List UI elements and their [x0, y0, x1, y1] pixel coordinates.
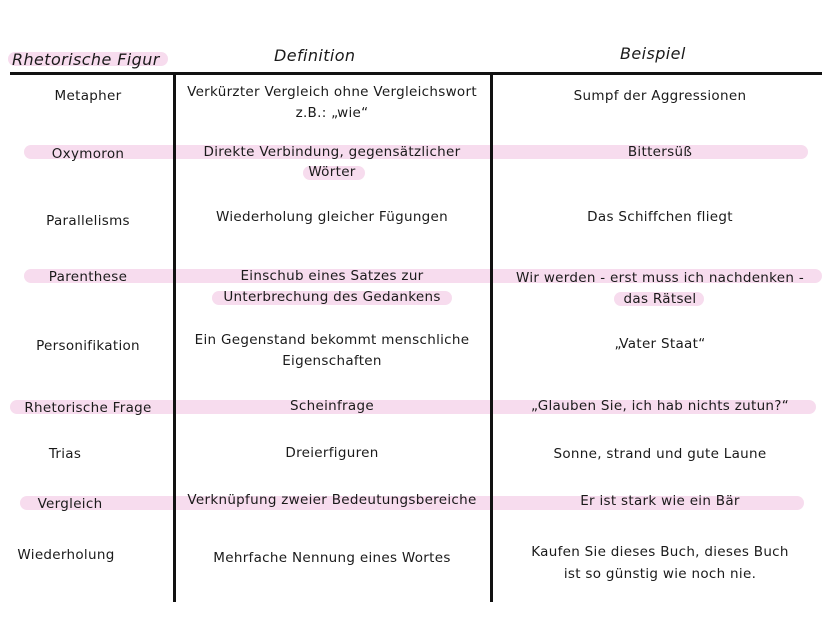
definition-line: Wörter	[308, 164, 356, 180]
definition-line: Wiederholung gleicher Fügungen	[215, 209, 449, 225]
example-line: Er ist stark wie ein Bär	[580, 493, 740, 509]
example-line: Kaufen Sie dieses Buch, dieses Buch	[531, 544, 789, 560]
definition-line: Mehrfache Nennung eines Wortes	[213, 550, 451, 566]
definition-line: Verkürzter Vergleich ohne Vergleichswort	[187, 84, 477, 100]
example-line: „Vater Staat“	[614, 336, 706, 352]
example-line: Wir werden - erst muss ich nachdenken -	[515, 270, 805, 286]
definition-line: z.B.: „wie“	[295, 105, 369, 121]
header-figure: Rhetorische Figur	[12, 50, 160, 69]
example-line: „Glauben Sie, ich hab nichts zutun?“	[530, 398, 790, 414]
figure-cell: Metapher	[54, 88, 122, 104]
definition-line: Direkte Verbindung, gegensätzlicher	[203, 144, 461, 160]
figure-cell: Vergleich	[37, 496, 103, 512]
definition-line: Ein Gegenstand bekommt menschliche	[194, 332, 470, 348]
figure-cell: Personifikation	[36, 338, 140, 354]
figure-cell: Parenthese	[48, 269, 128, 285]
example-line: Das Schiffchen fliegt	[587, 209, 733, 225]
definition-line: Unterbrechung des Gedankens	[223, 289, 441, 305]
header-divider	[10, 72, 822, 75]
example-line: das Rätsel	[623, 291, 697, 307]
example-line: Sonne, strand und gute Laune	[553, 446, 767, 462]
figure-cell: Rhetorische Frage	[24, 400, 152, 416]
header-definition: Definition	[274, 46, 356, 65]
figure-cell: Wiederholung	[17, 547, 115, 563]
figure-cell: Trias	[48, 446, 82, 462]
definition-line: Dreierfiguren	[285, 445, 379, 461]
figure-cell: Oxymoron	[51, 146, 125, 162]
header-example: Beispiel	[620, 44, 686, 63]
example-line: Bittersüß	[627, 144, 693, 160]
definition-line: Scheinfrage	[290, 398, 374, 414]
definition-line: Eigenschaften	[282, 353, 382, 369]
figure-cell: Parallelisms	[46, 213, 130, 229]
example-line: Sumpf der Aggressionen	[573, 88, 747, 104]
example-line: ist so günstig wie noch nie.	[563, 566, 757, 582]
definition-line: Verknüpfung zweier Bedeutungsbereiche	[187, 492, 477, 508]
definition-line: Einschub eines Satzes zur	[240, 268, 424, 284]
